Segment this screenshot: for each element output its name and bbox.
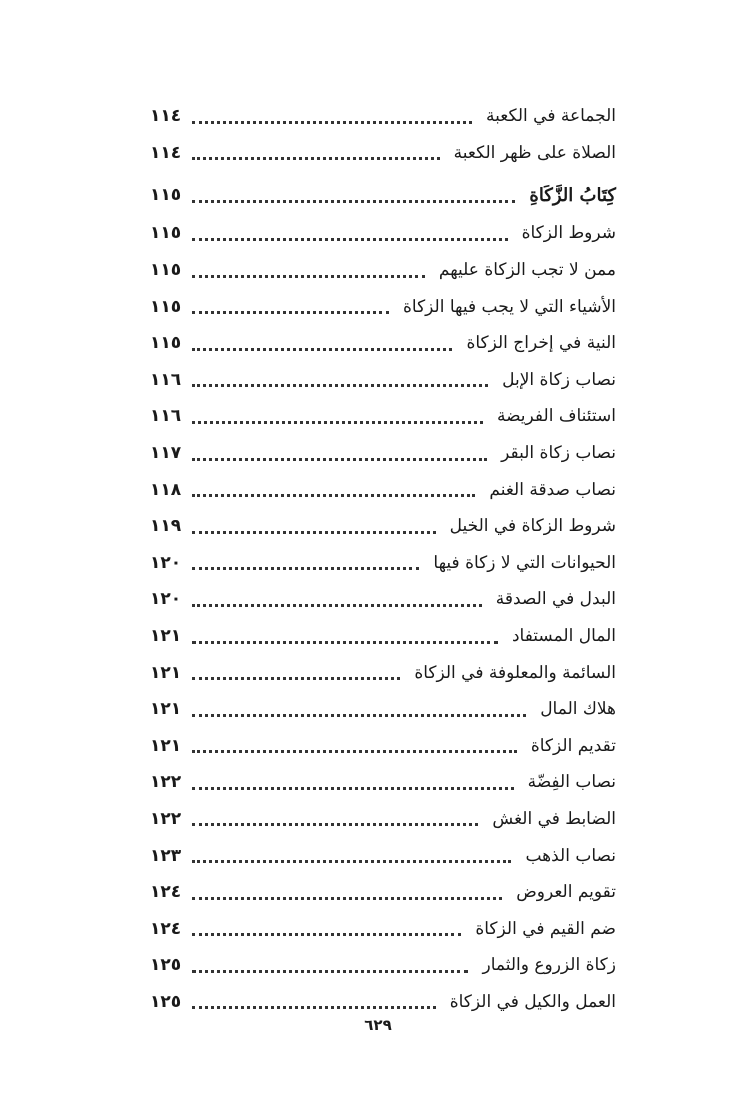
dot-leader bbox=[192, 787, 514, 790]
dot-leader bbox=[192, 860, 511, 863]
toc-entry-page: ١١٥ bbox=[150, 296, 182, 317]
toc-entry-page: ١١٦ bbox=[150, 406, 182, 427]
toc-entry-title: ضم القيم في الزكاة bbox=[475, 918, 616, 939]
dot-leader bbox=[192, 567, 419, 570]
toc-entry-title: شروط الزكاة في الخيل bbox=[449, 516, 616, 537]
toc-entry-page: ١٢١ bbox=[150, 662, 182, 683]
toc-entry-title: المال المستفاد bbox=[511, 626, 616, 647]
dot-leader bbox=[192, 348, 452, 351]
dot-leader bbox=[192, 933, 461, 936]
dot-leader bbox=[192, 823, 478, 826]
toc-entry-page: ١٢١ bbox=[150, 699, 182, 720]
toc-entry-page: ١١٦ bbox=[150, 369, 182, 390]
toc-entry bbox=[150, 801, 616, 838]
dot-leader bbox=[192, 531, 436, 534]
toc-entry-page: ١١٥ bbox=[150, 333, 182, 354]
toc-entry-page: ١٢٠ bbox=[150, 589, 182, 610]
toc-entry-title: نصاب زكاة البقر bbox=[501, 443, 616, 464]
toc-entry-title: تقديم الزكاة bbox=[530, 735, 616, 756]
toc-entry-title: الضابط في الغش bbox=[492, 808, 616, 829]
toc-entry bbox=[150, 618, 616, 655]
toc-entry-page: ١٢١ bbox=[150, 735, 182, 756]
toc-entry-page: ١٢٥ bbox=[150, 991, 182, 1012]
toc-entry-page: ١١٥ bbox=[150, 223, 182, 244]
dot-leader bbox=[192, 384, 488, 387]
toc-entry-title: ممن لا تجب الزكاة عليهم bbox=[438, 260, 616, 281]
toc-entry-page: ١٢٥ bbox=[150, 955, 182, 976]
dot-leader bbox=[192, 238, 508, 241]
dot-leader bbox=[192, 121, 472, 124]
dot-leader bbox=[192, 677, 400, 680]
toc-section-heading bbox=[150, 175, 616, 215]
toc-entry bbox=[150, 874, 616, 911]
toc-entry-title: زكاة الزروع والثمار bbox=[482, 955, 616, 976]
toc-entry bbox=[150, 435, 616, 472]
dot-leader bbox=[192, 157, 440, 160]
toc-entry bbox=[150, 215, 616, 252]
toc-entry-page: ١٢٢ bbox=[150, 772, 182, 793]
toc-entry-title: تقويم العروض bbox=[516, 882, 616, 903]
dot-leader bbox=[192, 897, 502, 900]
dot-leader bbox=[192, 421, 483, 424]
toc-entry-title: الصلاة على ظهر الكعبة bbox=[453, 142, 616, 163]
dot-leader bbox=[192, 311, 389, 314]
dot-leader bbox=[192, 970, 468, 973]
toc-entry-page: ١١٨ bbox=[150, 479, 182, 500]
toc-entry-page: ١٢٤ bbox=[150, 918, 182, 939]
dot-leader bbox=[192, 200, 515, 203]
toc-entry-page: ١١٧ bbox=[150, 443, 182, 464]
toc-entry bbox=[150, 654, 616, 691]
toc-entry-title: الجماعة في الكعبة bbox=[486, 106, 616, 127]
toc-entry bbox=[150, 984, 616, 1021]
toc-entry-title: هلاك المال bbox=[540, 699, 616, 720]
page-number: ٦٢٩ bbox=[364, 1016, 392, 1034]
toc-entry-title: نصاب زكاة الإبل bbox=[502, 369, 616, 390]
toc-entry bbox=[150, 98, 616, 135]
toc-entry-page: ١١٤ bbox=[150, 142, 182, 163]
toc-entry bbox=[150, 135, 616, 172]
dot-leader bbox=[192, 275, 425, 278]
toc-entry-page: ١٢٣ bbox=[150, 845, 182, 866]
table-of-contents bbox=[150, 98, 616, 1020]
toc-entry bbox=[150, 288, 616, 325]
dot-leader bbox=[192, 1006, 436, 1009]
dot-leader bbox=[192, 714, 526, 717]
toc-entry-title: استئناف الفريضة bbox=[496, 406, 616, 427]
toc-entry bbox=[150, 728, 616, 765]
toc-entry-title: البدل في الصدقة bbox=[495, 589, 616, 610]
toc-entry bbox=[150, 764, 616, 801]
toc-entry bbox=[150, 947, 616, 984]
dot-leader bbox=[192, 641, 498, 644]
toc-entry bbox=[150, 837, 616, 874]
dot-leader bbox=[192, 750, 517, 753]
toc-entry bbox=[150, 581, 616, 618]
toc-entry bbox=[150, 910, 616, 947]
toc-entry-page: ١١٤ bbox=[150, 106, 182, 127]
toc-entry bbox=[150, 691, 616, 728]
toc-entry-title: العمل والكيل في الزكاة bbox=[449, 991, 616, 1012]
toc-entry-title: الأشياء التي لا يجب فيها الزكاة bbox=[402, 296, 616, 317]
toc-entry-page: ١١٥ bbox=[150, 185, 182, 206]
toc-entry bbox=[150, 545, 616, 582]
toc-entry-title: السائمة والمعلوفة في الزكاة bbox=[414, 662, 616, 683]
dot-leader bbox=[192, 458, 487, 461]
toc-entry-page: ١٢٢ bbox=[150, 808, 182, 829]
toc-entry-title: نصاب صدقة الغنم bbox=[489, 479, 616, 500]
toc-entry-page: ١٢٠ bbox=[150, 552, 182, 573]
toc-entry-title: النية في إخراج الزكاة bbox=[466, 333, 616, 354]
toc-entry-page: ١٢٤ bbox=[150, 882, 182, 903]
toc-entry-title: الحيوانات التي لا زكاة فيها bbox=[433, 552, 616, 573]
toc-entry bbox=[150, 252, 616, 289]
toc-entry bbox=[150, 471, 616, 508]
toc-entry-title: نصاب الذهب bbox=[525, 845, 616, 866]
toc-entry-page: ١٢١ bbox=[150, 626, 182, 647]
toc-entry bbox=[150, 508, 616, 545]
dot-leader bbox=[192, 604, 482, 607]
toc-entry-title: نصاب الفِضّة bbox=[527, 772, 616, 793]
toc-entry bbox=[150, 398, 616, 435]
toc-entry-page: ١١٩ bbox=[150, 516, 182, 537]
toc-entry-page: ١١٥ bbox=[150, 260, 182, 281]
toc-entry bbox=[150, 325, 616, 362]
toc-entry-title: كِتَابُ الزَّكَاةِ bbox=[529, 184, 616, 206]
toc-entry-title: شروط الزكاة bbox=[521, 223, 616, 244]
toc-entry bbox=[150, 362, 616, 399]
dot-leader bbox=[192, 494, 475, 497]
